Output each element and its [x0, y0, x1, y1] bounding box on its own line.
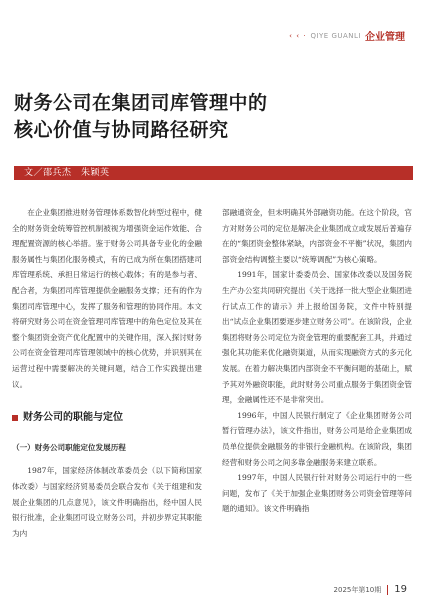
body-paragraph: 1991年，国家计委委员会、国家体改委以及国务院生产办公室共同研究提出《关于选择一批大型企业集团进行试点工作的请示》并上报给国务院，文件中特别提出“试点企业集团要逐步建立财务公司”。在该阶段，企业集团将财务公司定位为资金管理的重要配套工具，并通过强化其功能来优化融资渠道，从而实现融资方式的多元化发展。在着力解决集团内部资金不平衡问题的基础上，赋予其对外融资职能，此时财务公司重点服务于集团资金管理，金融属性还不是非常突出。 [222, 270, 413, 405]
left-column [12, 205, 202, 541]
body-paragraph: 1987年，国家经济体制改革委员会（以下简称国家体改委）与国家经济贸易委员会联合发布《关于组建和发展企业集团的几点意见》，该文件明确指出，经中国人民银行批准，企业集团可设立财务公司，并初步界定其职能为内 [12, 466, 202, 538]
issue-label: 2025年第10期 [333, 585, 382, 594]
body-paragraph: 部融通资金，但未明确其外部融资功能。在这个阶段，官方对财务公司的定位是解决企业集团成立或发展后普遍存在的“集团资金整体紧缺，内部资金不平衡”状况，集团内部资金结构调整主要以“统筹调配”为核心策略。 [222, 208, 413, 264]
author-bar [14, 166, 413, 180]
footer-divider [387, 585, 388, 595]
article-title [14, 90, 268, 144]
body-paragraph: 1997年，中国人民银行针对财务公司运行中的一些问题，发布了《关于加强企业集团财务公司资金管理等问题的通知》。该文件明确指 [222, 473, 412, 514]
page-number: 19 [394, 584, 407, 595]
abstract-paragraph: 在企业集团推进财务管理体系数智化转型过程中，健全的财务资金统筹管控机制被视为增强资金运作效能、合理配置资源的核心举措。鉴于财务公司具备专业化的金融服务属性与集团化服务模式，有的已成为所在集团搭建司库管理系统、承担日常运行的核心载体；有的是参与者、配合者，为集团司库管理提供金融服务支撑；还有的作为集团司库管理中心，发挥了服务和管理的协同作用。本文将研究财务公司在资金管理司库管理中的角色定位及其在整个集团资金资产优化配置中的关键作用，深入探讨财务公司在资金管理司库管理领域中的核心优势，并识别其在运营过程中需要解决的关键问题，结合工作实践提出建议。 [12, 208, 202, 389]
section-heading [12, 410, 202, 426]
section-heading-text: 财务公司的职能与定位 [23, 412, 123, 424]
header-decoration: ‹ ‹ · [289, 31, 307, 40]
header-section-name: 企业管理 [365, 32, 405, 43]
article-title-line1: 财务公司在集团司库管理中的 [14, 92, 268, 114]
page-header [289, 28, 405, 43]
body-paragraph: 1996年，中国人民银行制定了《企业集团财务公司暂行管理办法》，该文件指出，财务公司是给企业集团成员单位提供金融服务的非银行金融机构。在该阶段，集团经营和财务公司之间多靠金融服务来建立联系。 [222, 410, 412, 467]
square-bullet-icon [12, 415, 18, 421]
header-pinyin: QIYE GUANLI [310, 31, 361, 40]
author-names: 文／邵兵杰 朱颖英 [24, 168, 110, 178]
sub-heading: （一）财务公司职能定位发展历程 [12, 442, 126, 452]
page-footer [334, 584, 407, 595]
article-title-line2: 核心价值与协同路径研究 [14, 119, 229, 141]
right-column [222, 205, 412, 517]
